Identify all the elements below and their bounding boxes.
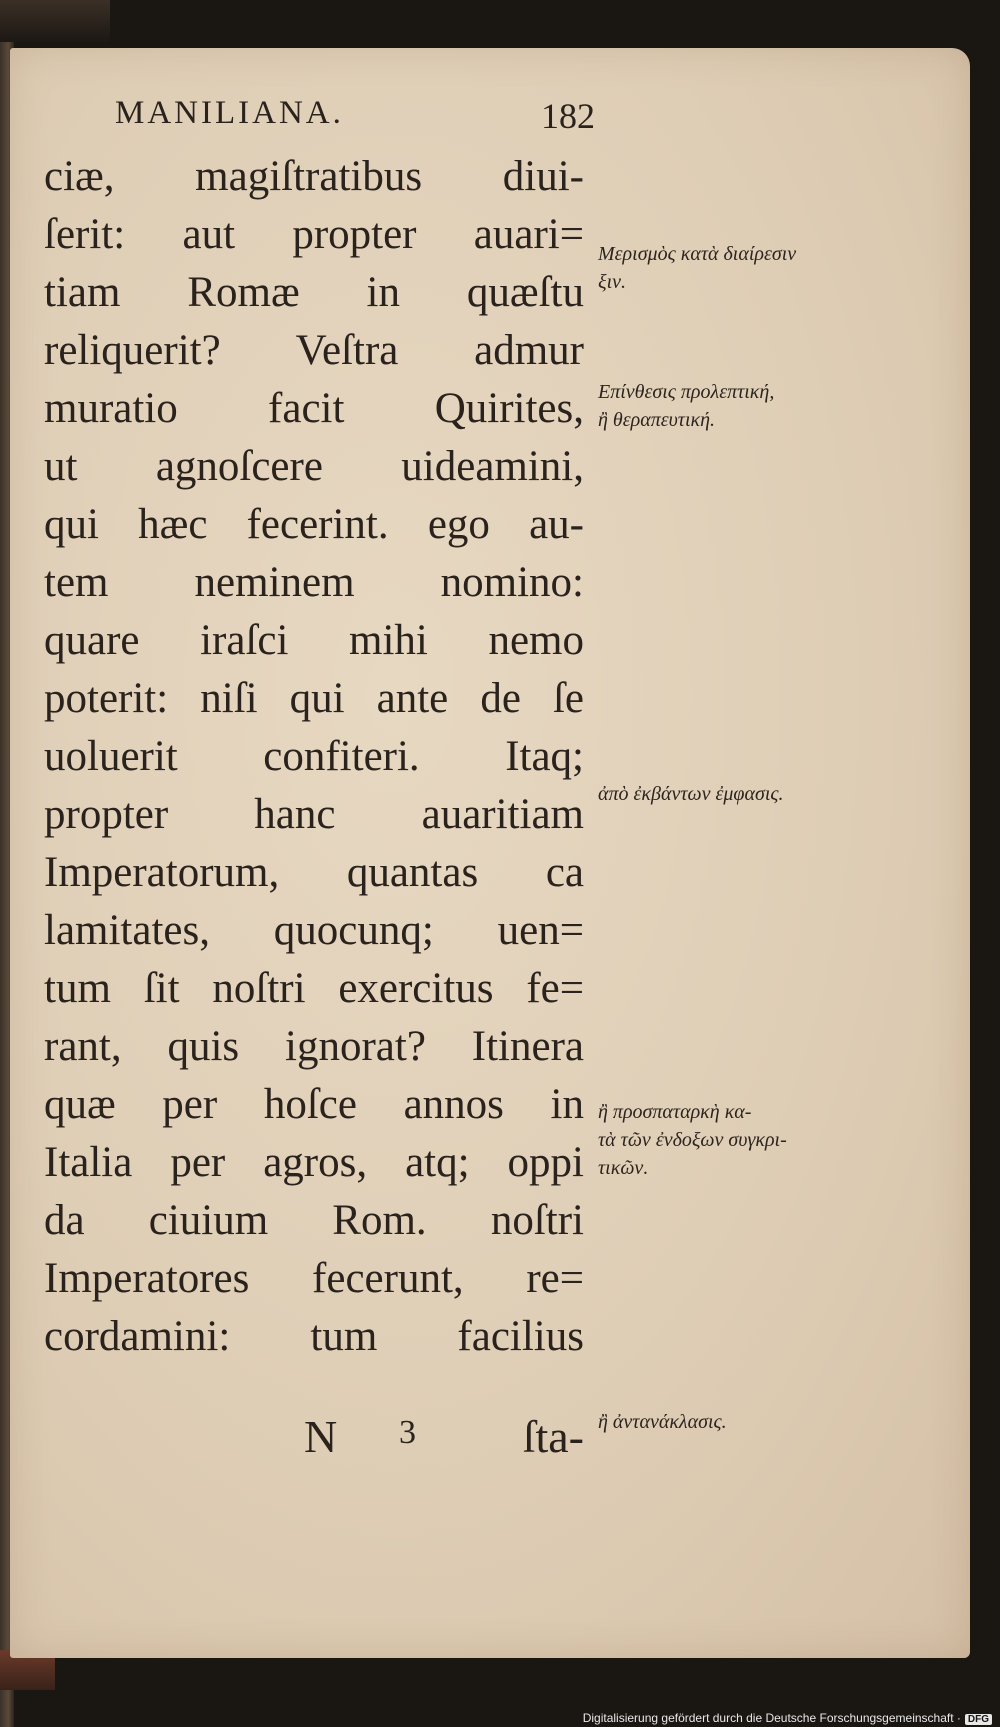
- text-line: tiam Romæ in quæſtu: [44, 269, 584, 316]
- marginal-note-line: ἢ προσπαταρκὴ κα-: [598, 1101, 752, 1123]
- marginal-note: [598, 1098, 898, 1182]
- text-line: Imperatores fecerunt, re=: [44, 1255, 584, 1302]
- digitization-credit: [583, 1711, 992, 1725]
- text-line: lamitates, quocunq; uen=: [44, 907, 584, 954]
- marginal-note: [598, 1408, 898, 1436]
- text-line: Italia per agros, atq; oppi: [44, 1139, 584, 1186]
- catchword: ſta-: [522, 1411, 584, 1462]
- text-line: Imperatorum, quantas ca: [44, 849, 584, 896]
- marginal-note-line: ἢ ἀντανάκλασις.: [598, 1411, 727, 1433]
- text-line: da ciuium Rom. noſtri: [44, 1197, 584, 1244]
- marginal-note: [598, 240, 898, 296]
- text-line: rant, quis ignorat? Itinera: [44, 1023, 584, 1070]
- text-line: qui hæc fecerint. ego au-: [44, 501, 584, 548]
- text-line: quare iraſci mihi nemo: [44, 617, 584, 664]
- text-line: uoluerit confiteri. Itaq;: [44, 733, 584, 780]
- marginal-note-line: Μερισμὸς κατὰ διαίρεσιν: [598, 243, 797, 265]
- binding-corner-top: [0, 0, 110, 42]
- running-head: MANILIANA.: [115, 95, 344, 131]
- text-line: ut agnoſcere uideamini,: [44, 443, 584, 490]
- marginal-note-line: ἀπὸ ἐκβάντων ἐμφασις.: [598, 783, 784, 805]
- text-line: cordamini: tum facilius: [44, 1313, 584, 1360]
- text-line: propter hanc auaritiam: [44, 791, 584, 838]
- text-line: poterit: niſi qui ante de ſe: [44, 675, 584, 722]
- text-line: ciæ, magiſtratibus diui-: [44, 153, 584, 200]
- page-header: [115, 95, 595, 145]
- credit-text: Digitalisierung gefördert durch die Deutsche Forschungsgemeinschaft ·: [582, 1711, 961, 1725]
- text-line: muratio facit Quirites,: [44, 385, 584, 432]
- marginal-note-line: τὰ τῶν ἐνδοξων συγκρι-: [598, 1129, 787, 1151]
- marginal-note-line: Επίνθεσις πρoλεπτική,: [598, 381, 775, 403]
- main-text-block: [44, 148, 584, 1366]
- text-line: tem neminem nomino:: [44, 559, 584, 606]
- signature-mark: N: [304, 1411, 338, 1462]
- marginal-note: [598, 780, 898, 808]
- page-footer: [44, 1410, 584, 1470]
- marginal-note-line: τικῶν.: [598, 1157, 649, 1179]
- marginal-note-line: ξιν.: [598, 271, 626, 293]
- text-line: ſerit: aut propter auari=: [44, 211, 584, 258]
- folio-number: 182: [541, 96, 595, 136]
- dfg-logo: DFG: [965, 1714, 992, 1725]
- text-line: reliquerit? Veſtra admur: [44, 327, 584, 374]
- signature-number: 3: [399, 1414, 416, 1451]
- text-line: tum ſit noſtri exercitus fe=: [44, 965, 584, 1012]
- marginal-note: [598, 378, 898, 434]
- marginal-note-line: ἢ θεραπευτική.: [598, 409, 716, 431]
- text-line: quæ per hoſce annos in: [44, 1081, 584, 1128]
